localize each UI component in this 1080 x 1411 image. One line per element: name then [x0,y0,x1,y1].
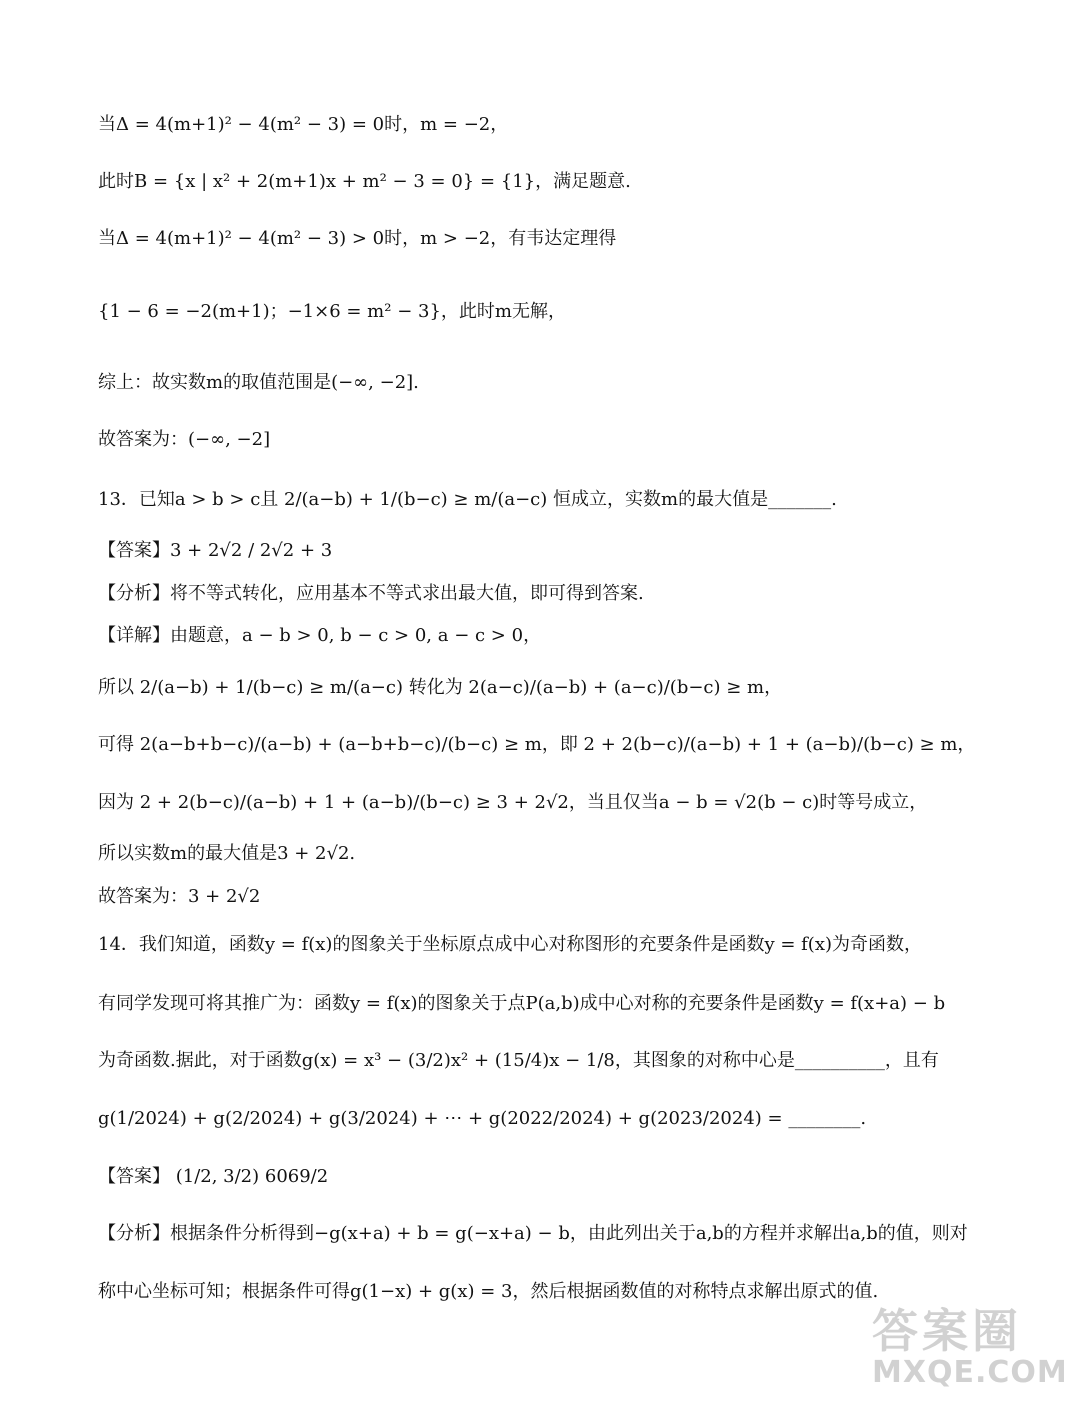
detail-13-line-1: 【详解】由题意，a − b > 0, b − c > 0, a − c > 0， [98,625,542,646]
detail-13-line-3: 可得 2(a−b+b−c)/(a−b) + (a−b+b−c)/(b−c) ≥ m，即 2 + 2(b−c)/(a−b) + 1 + (a−b)/(b−c) ≥ m， [98,734,976,755]
text-line-5: 综上：故实数m的取值范围是(−∞, −2]. [98,372,419,393]
answer-14: 【答案】 (1/2, 3/2) 6069/2 [98,1166,329,1187]
question-14-line-4: g(1/2024) + g(2/2024) + g(3/2024) + ⋯ + g(2022/2024) + g(2023/2024) = ________. [98,1108,867,1129]
watermark-logo [872,1304,1068,1401]
question-14-line-3: 为奇函数.据此，对于函数g(x) = x³ − (3/2)x² + (15/4)x − 1/8，其图象的对称中心是__________，且有 [98,1050,939,1071]
text-line-6: 故答案为：(−∞, −2] [98,429,271,450]
final-answer-13: 故答案为：3 + 2√2 [98,886,261,907]
text-line-3: 当Δ = 4(m+1)² − 4(m² − 3) > 0时，m > −2，有韦达定理得 [98,228,617,249]
question-14-line-2: 有同学发现可将其推广为：函数y = f(x)的图象关于点P(a,b)成中心对称的充要条件是函数y = f(x+a) − b [98,993,946,1014]
analysis-13: 【分析】将不等式转化，应用基本不等式求出最大值，即可得到答案. [98,583,644,604]
text-line-1: 当Δ = 4(m+1)² − 4(m² − 3) = 0时，m = −2， [98,114,509,135]
watermark-bottom: MXQE.COM [872,1355,1068,1390]
text-line-2: 此时B = {x | x² + 2(m+1)x + m² − 3 = 0} = {1}，满足题意. [98,171,631,192]
analysis-14-line-2: 称中心坐标可知；根据条件可得g(1−x) + g(x) = 3，然后根据函数值的对称特点求解出原式的值. [98,1281,879,1302]
analysis-14-line-1: 【分析】根据条件分析得到−g(x+a) + b = g(−x+a) − b，由此列出关于a,b的方程并求解出a,b的值，则对 [98,1223,968,1244]
question-13: 13．已知a > b > c且 2/(a−b) + 1/(b−c) ≥ m/(a−c) 恒成立，实数m的最大值是_______. [98,489,837,510]
detail-13-line-2: 所以 2/(a−b) + 1/(b−c) ≥ m/(a−c) 转化为 2(a−c)/(a−b) + (a−c)/(b−c) ≥ m， [98,677,783,698]
detail-13-line-5: 所以实数m的最大值是3 + 2√2. [98,843,356,864]
text-line-4: {1 − 6 = −2(m+1)；−1×6 = m² − 3}，此时m无解， [98,301,566,322]
question-14-line-1: 14．我们知道，函数y = f(x)的图象关于坐标原点成中心对称图形的充要条件是函数y = f(x)为奇函数， [98,934,923,955]
detail-13-line-4: 因为 2 + 2(b−c)/(a−b) + 1 + (a−b)/(b−c) ≥ 3 + 2√2，当且仅当a − b = √2(b − c)时等号成立， [98,792,928,813]
watermark-top: 答案圈 [872,1304,1022,1358]
answer-13: 【答案】3 + 2√2 / 2√2 + 3 [98,540,333,561]
